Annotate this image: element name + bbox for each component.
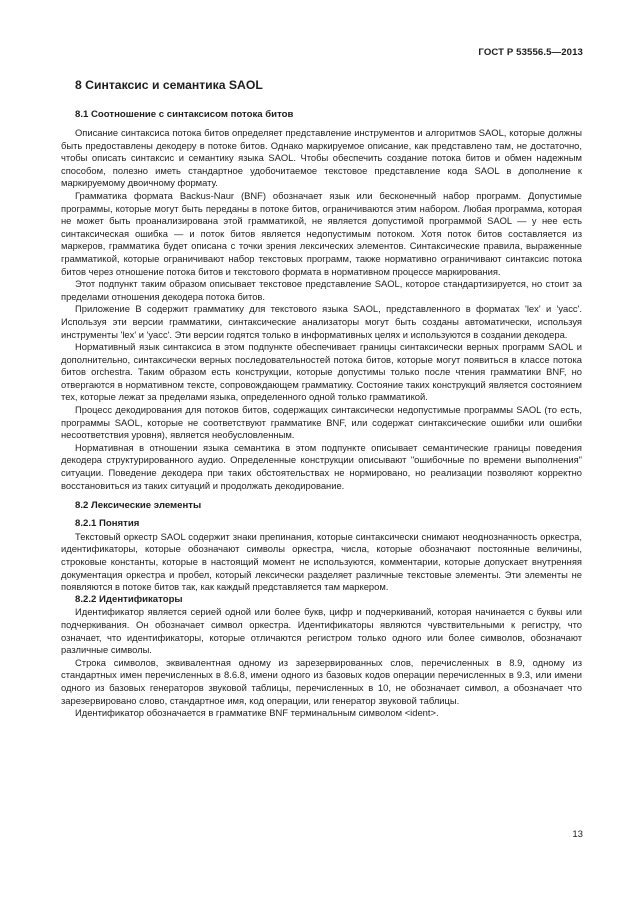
paragraph: Идентификатор является серией одной или более букв, цифр и подчеркиваний, которая начинается с буквы или подчеркивания. Он обозначает символ оркестра. Идентификаторы являются чувствительными к регистру, что означает, что идентификаторы, которые отличаются регистром только одного или более символов, обозначают различные символы. [61,606,582,656]
page-number: 13 [572,829,583,840]
paragraph: Процесс декодирования для потоков битов, содержащих синтаксически недопустимые программы SAOL (то есть, программы SAOL, которые не соответствуют грамматике BNF, или содержат синтаксические ошибки или ошибки несоответствия уровня), является необусловленным. [61,404,582,441]
paragraph: Описание синтаксиса потока битов определяет представление инструментов и алгоритмов SAOL, которые должны быть предоставлены декодеру в потоке битов. Однако маркируемое описание, как представлено там, не достаточно, чтобы описать синтаксис и семантику языка SAOL. Чтобы обеспечить создание потока битов и обмен надежным способом, полезно иметь стандартное удобочитаемое текстовое представление кода SAOL в дополнение к маркируемому двоичному формату. [61,127,582,189]
standard-header: ГОСТ Р 53556.5—2013 [478,47,583,58]
page-content [61,78,582,720]
paragraph: Этот подпункт таким образом описывает текстовое представление SAOL, которое стандартизируется, но стоит за пределами отношения декодера потока битов. [61,278,582,302]
section-title: 8 Синтаксис и семантика SAOL [75,78,263,92]
subsection-8-2-1-title: 8.2.1 Понятия [75,518,140,530]
paragraph: Текстовый оркестр SAOL содержит знаки препинания, которые синтаксически снимают неоднозначность оркестра, идентификаторы, которые обозначают символы оркестра, числа, которые обозначают постоянные величины, строковые константы, которые в настоящий момент не используются, комментарии, которые допускает внутренняя документация оркестра и пробел, который лексически разделяет различные текстовые элементы. Эти элементы не появляются в потоке битов так, как каждый представляется там маркером. [61,530,582,593]
paragraph: Нормативный язык синтаксиса в этом подпункте обеспечивает границы синтаксически верных программ SAOL и дополнительно, синтаксически верных последовательностей потока битов, которые могут появиться в классе потока битов orchestra. Таким образом есть конструкции, которые допустимы только после чтения грамматики BNF, но отвергаются в нормативном тексте, сопровождающем грамматику. Состояние таких конструкций является состоянием тех, которые лежат за пределами языка, определенного одной только грамматикой. [61,341,582,403]
paragraph: Грамматика формата Backus-Naur (BNF) обозначает язык или бесконечный набор программ. Допустимые программы, которые могут быть переданы в потоке битов, ограничиваются этим набором. Любая программа, которая не может быть проанализирована этой грамматикой, не является допустимой программой SAOL — у нее есть синтаксическая ошибка — и поток битов является недопустимым потоком. Хотя поток битов составляется из маркеров, грамматика будет описана с точки зрения лексических элементов. Синтаксические правила, выраженные грамматикой, которые ограничивают набор текстовых программ, также нормативно ограничивают синтаксис потока битов через отношение потока битов и текстового формата в нормативном процессе маркирования. [61,189,582,277]
paragraph: Строка символов, эквивалентная одному из зарезервированных слов, перечисленных в 8.9, одному из стандартных имен перечисленных в 8.6.8, имени одного из базовых кодов операции перечисленных в 9.3, или имени одного из базовых генераторов звуковой таблицы, перечисленных в 10, не обозначает символ, а обозначает что зарезервировано слово, стандартное имя, код операции, или генератор звуковой таблицы. [61,656,582,706]
paragraph: Нормативная в отношении языка семантика в этом подпункте описывает семантические границы поведения декодера структурированного аудио. Определенные конструкции описывают "ошибочные по времени выполнения" ситуации. Поведение декодера при таких обстоятельствах не нормировано, но реализации позволяют корректно восстановиться из таких ситуаций и продолжать декодирование. [61,441,582,491]
paragraph: Идентификатор обозначается в грамматике BNF терминальным символом <ident>. [75,707,439,719]
paragraph: Приложение В содержит грамматику для текстового языка SAOL, представленного в форматах 'lex' и 'yacc'. Используя эти версии грамматики, синтаксические анализаторы могут быть созданы автоматически, используя инструменты 'lex' и 'yacc'. Эти версии годятся только в информативных целях и используются в создании декодера. [61,303,582,340]
subsection-8-1-title: 8.1 Соотношение с синтаксисом потока битов [75,109,294,120]
subsection-8-2-2-title: 8.2.2 Идентификаторы [75,593,183,605]
subsection-8-2-title: 8.2 Лексические элементы [75,500,202,512]
